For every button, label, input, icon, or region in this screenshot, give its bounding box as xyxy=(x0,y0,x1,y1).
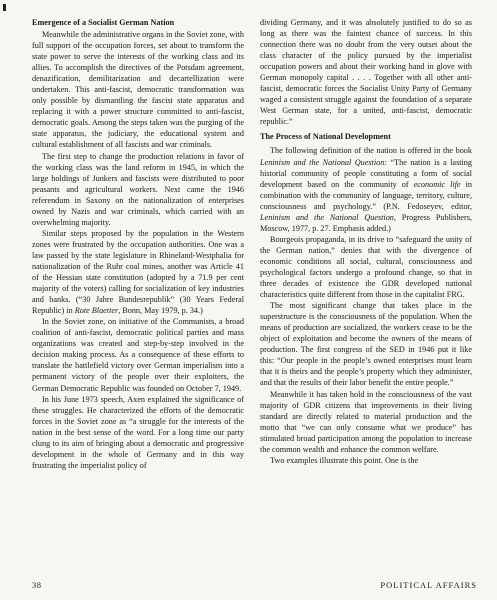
paragraph: The first step to change the production relations in favor of the working class was the land reform in 1945, in which the large holdings of Junkers and fascists were distributed to poor peasants and agricultural workers. Next came the 1946 referendum in Saxony on the nationalization of enterprises owned by Nazis and war criminals, which carried with an overwhelming majority. xyxy=(32,151,244,227)
scan-mark xyxy=(3,4,6,11)
section-heading-emergence: Emergence of a Socialist German Nation xyxy=(32,18,175,27)
paragraph: Similar steps proposed by the population in the Western zones were frustrated by the occupation authorities. One was a law passed by the state legislature in Rhineland-Westphalia for nationalization of the Ruhr coal mines, another was Article 41 of the Hessian state constitution (adopted by a 71.9 per cent majority of the voters) calling for socialization of key industries and banks. (“30 Jahre Bundesrepublik” (30 Years Federal Republic) in Rote Blaetter, Bonn, May 1979, p. 34.) xyxy=(32,228,244,316)
paragraph: The most significant change that takes place in the superstructure is the consciousness of the population. When the means of production are socialized, the workers cease to be the object of exploitation and become the owners of the means of production. The first congress of the SED in 1946 put it like this: “Our people in the people’s owned enterprises must learn that it is theirs and the people’s property which they administer, and that the results of their labor benefit the entire people.” xyxy=(260,301,472,388)
page-footer xyxy=(32,580,477,592)
paragraph: In the Soviet zone, on initiative of the Communists, a broad coalition of anti-fascist, democratic political parties and mass organizations was created and step-by-step involved in the decision making process. As a consequence of these efforts to translate the battlefield victory over German imperialism into a permanent victory of the people over their exploiters, the German Democratic Republic was founded on October 7, 1949. xyxy=(32,317,244,393)
section-heading-national-development: The Process of National Development xyxy=(260,132,391,142)
left-column xyxy=(32,17,244,471)
right-column xyxy=(260,17,472,466)
paragraph: dividing Germany, and it was absolutely justified to do so as long as there was the faintest chance of success. In this connection there was no doubt from the very outset about the class character of the policy pursued by the imperialist occupation powers and about their working hand in glove with German monopoly capital . . . . Together with all other anti-fascist, democratic forces the Socialist Unity Party of Germany waged a consistent struggle against the foundation of a separate West German state, for a united, anti-fascist, democratic republic.” xyxy=(260,18,472,127)
journal-title: POLITICAL AFFAIRS xyxy=(380,580,477,590)
page-number: 38 xyxy=(32,580,42,590)
paragraph: Meanwhile the administrative organs in the Soviet zone, with full support of the occupation forces, set about to transform the state power to serve the interests of the working class and its allies. To accomplish the directives of the Potsdam agreement, denazification, demilitarization and decartellization were undertaken. This anti-fascist, democratic transformation was only possible by dismantling the fascist state apparatus and replacing it with a power structure committed to anti-fascist, democratic goals. Among the steps taken was the purging of the state apparatus, the judiciary, the educational system and cultural establishment of all fascists and war criminals. xyxy=(32,30,244,150)
paragraph: The following definition of the nation is offered in the book Leninism and the National Question: “The nation is a lasting historial community of people constituting a form of social development based on the community of economic life in combination with the community of language, territory, culture, consciousness and psychology.” (P.N. Fedoseyev, editor, Leninism and the National Question, Progress Publishers, Moscow, 1977, p. 27. Emphasis added.) xyxy=(260,146,473,233)
paragraph: In his June 1973 speech, Axen explained the significance of these struggles. He characterized the efforts of the democratic forces in the Soviet zone as “a struggle for the interests of the nation in the best sense of the word. For a long time our party clung to its aim of bringing about a democratic and progressive development in the whole of Germany and in this way frustrating the imperialist policy of xyxy=(32,394,244,470)
paragraph: Meanwhile it has taken hold in the consciousness of the vast majority of GDR citizens that improvements in their living standard are directly related to material production and the motto that “we can only consume what we produce” has stimulated broad participation among the population to increase the common wealth and enhance the common welfare. xyxy=(260,389,472,454)
paragraph: Two examples illustrate this point. One is the xyxy=(270,455,419,465)
paragraph: Bourgeois propaganda, in its drive to “safeguard the unity of the German nation,” denies that with the divergence of economic conditions all social, cultural, consciousness and psychological factors undergo a profound change, so that in three decades of existence the GDR developed national characteristics quite different from those in the capitalist FRG. xyxy=(260,234,472,300)
